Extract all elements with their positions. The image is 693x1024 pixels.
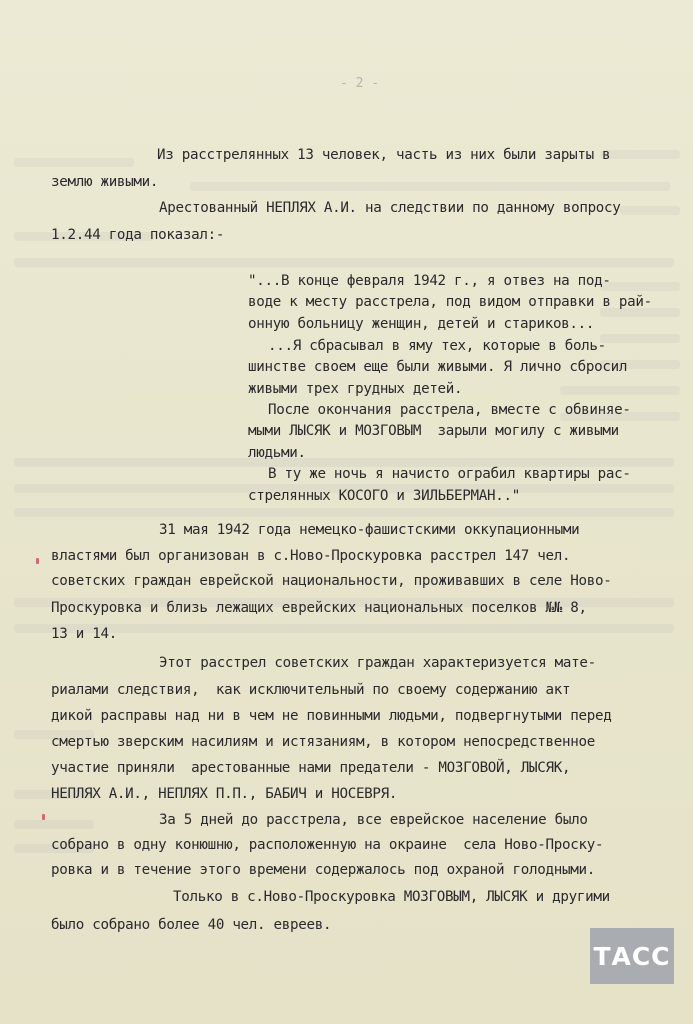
text-line: собрано в одну конюшню, расположенную на окраине села Ново-Проску- xyxy=(51,837,604,853)
text-line: участие приняли арестованные нами предатели - МОЗГОВОЙ, ЛЫСЯК, xyxy=(51,760,571,776)
text-line: было собрано более 40 чел. евреев. xyxy=(51,917,332,933)
quote-line: воде к месту расстрела, под видом отправки в рай- xyxy=(248,294,652,310)
ink-mark xyxy=(36,558,39,564)
ink-mark xyxy=(42,814,45,820)
page-number: - 2 - xyxy=(340,76,380,91)
quote-line: шинстве своем еще были живыми. Я лично сбросил xyxy=(248,359,628,375)
quote-line: После окончания расстрела, вместе с обвиняе- xyxy=(268,402,631,418)
text-line: советских граждан еврейской национальности, проживавших в селе Ново- xyxy=(51,573,612,589)
quote-line: живыми трех грудных детей. xyxy=(248,381,463,397)
text-line: НЕПЛЯХ А.И., НЕПЛЯХ П.П., БАБИЧ и НОСЕВРЯ. xyxy=(51,786,398,802)
tass-watermark xyxy=(590,928,674,984)
quote-line: В ту же ночь я начисто ограбил квартиры рас- xyxy=(268,466,631,482)
text-line: смертью зверским насилиям и истязаниям, в котором непосредственное xyxy=(51,734,595,750)
text-line: Из расстрелянных 13 человек, часть из них были зарыты в xyxy=(157,147,611,163)
quote-line: мыми ЛЫСЯК и МОЗГОВЫМ зарыли могилу с живыми xyxy=(248,423,619,439)
text-line: 13 и 14. xyxy=(51,626,117,642)
text-line: Проскуровка и близь лежащих еврейских национальных поселков №№ 8, xyxy=(51,600,587,616)
text-line: землю живыми. xyxy=(51,174,159,190)
text-line: 31 мая 1942 года немецко-фашистскими оккупационными xyxy=(159,522,580,538)
text-line: Только в с.Ново-Проскуровка МОЗГОВЫМ, ЛЫСЯК и другими xyxy=(173,889,610,905)
text-line: Арестованный НЕПЛЯХ А.И. на следствии по данному вопросу xyxy=(159,200,621,216)
watermark-text: ТАСС xyxy=(593,941,671,971)
quote-line: стрелянных КОСОГО и ЗИЛЬБЕРМАН.." xyxy=(248,488,520,504)
text-line: ровка и в течение этого времени содержалось под охраной голодными. xyxy=(51,862,595,878)
text-line: За 5 дней до расстрела, все еврейское население было xyxy=(159,812,588,828)
quote-line: онную больницу женщин, детей и стариков... xyxy=(248,316,595,332)
text-line: риалами следствия, как исключительный по своему содержанию акт xyxy=(51,682,571,698)
text-line: дикой расправы над ни в чем не повинными людьми, подвергнутыми перед xyxy=(51,708,612,724)
quote-line: "...В конце февраля 1942 г., я отвез на под- xyxy=(248,273,611,289)
text-line: Этот расстрел советских граждан характеризуется мате- xyxy=(159,655,596,671)
quote-line: людьми. xyxy=(248,445,306,461)
text-line: 1.2.44 года показал:- xyxy=(51,227,225,243)
text-line: властями был организован в с.Ново-Проскуровка расстрел 147 чел. xyxy=(51,548,571,564)
quote-line: ...Я сбрасывал в яму тех, которые в боль- xyxy=(268,338,606,354)
